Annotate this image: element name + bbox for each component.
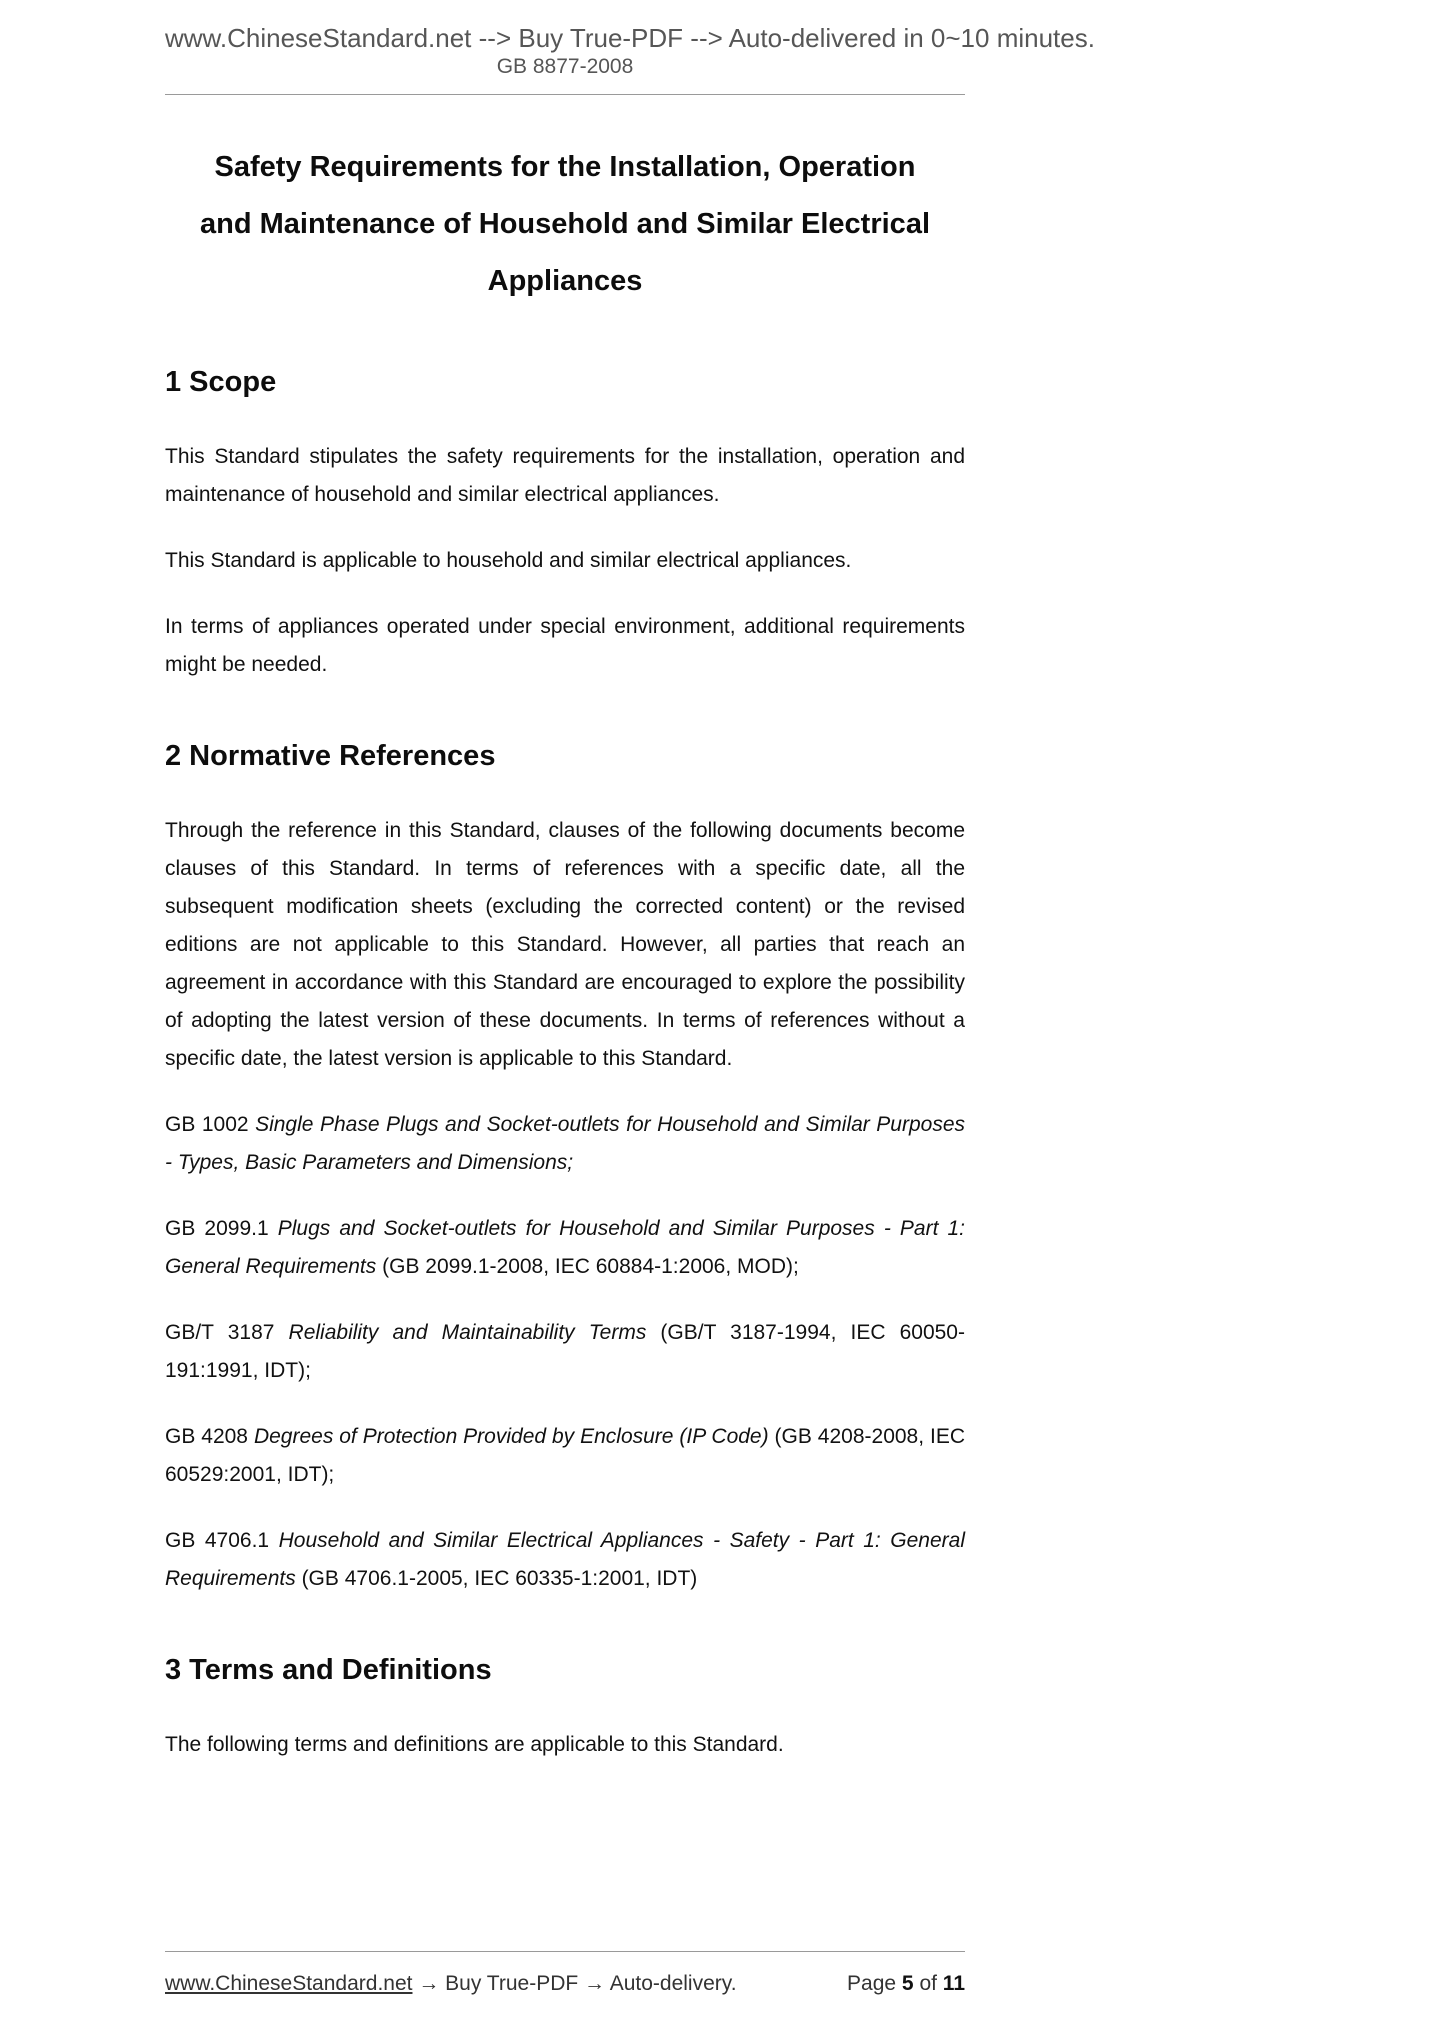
page-content: [165, 0, 1095, 1764]
reference-title: Degrees of Protection Provided by Enclosure (IP Code): [253, 1425, 769, 1448]
reference-suffix: (GB 4706.1-2005, IEC 60335-1:2001, IDT): [295, 1567, 698, 1590]
section-heading-terms-definitions: 3 Terms and Definitions: [165, 1654, 492, 1686]
reference-suffix: (GB 2099.1-2008, IEC 60884-1:2006, MOD);: [376, 1255, 799, 1278]
section-heading-scope: 1 Scope: [165, 366, 277, 398]
document-title-line-2: and Maintenance of Household and Similar Electrical: [200, 208, 930, 240]
reference-item: [165, 1314, 965, 1390]
reference-item: [165, 1106, 965, 1182]
reference-title: Plugs and Socket-outlets for Household and Similar Purposes - Part 1: General Requirements: [165, 1217, 965, 1278]
reference-item: [165, 1210, 965, 1286]
document-title: [165, 139, 965, 310]
header-divider: [165, 94, 965, 95]
page-label: Page: [847, 1972, 897, 1995]
section-heading-normative-references: 2 Normative References: [165, 740, 496, 772]
footer-tagline: [165, 1970, 737, 1998]
page-total: 11: [942, 1972, 965, 1995]
page-of-label: of: [919, 1972, 937, 1995]
reference-title: Single Phase Plugs and Socket-outlets for Household and Similar Purposes - Types, Basic Parameters and Dimensions;: [165, 1113, 965, 1174]
scope-paragraph-2: This Standard is applicable to household and similar electrical appliances.: [165, 549, 852, 572]
footer-divider: [165, 1951, 965, 1952]
page-current: 5: [901, 1972, 914, 1995]
reference-code: GB 4208: [165, 1425, 254, 1448]
reference-code: GB 4706.1: [165, 1529, 279, 1552]
footer-tagline-text: → Buy True-PDF → Auto-delivery.: [412, 1972, 737, 1995]
reference-item: [165, 1522, 965, 1598]
reference-code: GB/T 3187: [165, 1321, 289, 1344]
reference-suffix: (GB/T 3187-1994, IEC 60050-191:1991, IDT);: [165, 1321, 965, 1382]
reference-code: GB 2099.1: [165, 1217, 278, 1240]
reference-title: Household and Similar Electrical Appliances - Safety - Part 1: General Requirements: [165, 1529, 965, 1590]
scope-paragraph-3: In terms of appliances operated under special environment, additional requirements might be needed.: [165, 615, 965, 676]
reference-title: Reliability and Maintainability Terms: [288, 1321, 647, 1344]
reference-item: [165, 1418, 965, 1494]
document-title-line-1: Safety Requirements for the Installation, Operation: [214, 151, 916, 183]
reference-code: GB 1002: [165, 1113, 256, 1136]
promo-banner-text: www.ChineseStandard.net --> Buy True-PDF --> Auto-delivered in 0~10 minutes.: [165, 23, 1095, 53]
document-title-line-3: Appliances: [487, 265, 643, 297]
normative-intro-paragraph: Through the reference in this Standard, clauses of the following documents become clauses of this Standard. In terms of references with a specific date, all the subsequent modification sheets (excluding the corrected content) or the revised editions are not applicable to this Standard. However, all parties that reach an agreement in accordance with this Standard are encouraged to explore the possibility of adopting the latest version of these documents. In terms of references without a specific date, the latest version is applicable to this Standard.: [165, 819, 965, 1070]
reference-suffix: (GB 4208-2008, IEC 60529:2001, IDT);: [165, 1425, 966, 1486]
scope-paragraph-1: This Standard stipulates the safety requirements for the installation, operation and maintenance of household and similar electrical appliances.: [165, 445, 965, 506]
page-indicator: [847, 1970, 965, 1998]
terms-intro-paragraph: The following terms and definitions are applicable to this Standard.: [165, 1733, 784, 1756]
standard-number: GB 8877-2008: [496, 55, 634, 78]
page-footer: [165, 1951, 965, 1998]
footer-website-link[interactable]: www.ChineseStandard.net: [165, 1972, 413, 1995]
